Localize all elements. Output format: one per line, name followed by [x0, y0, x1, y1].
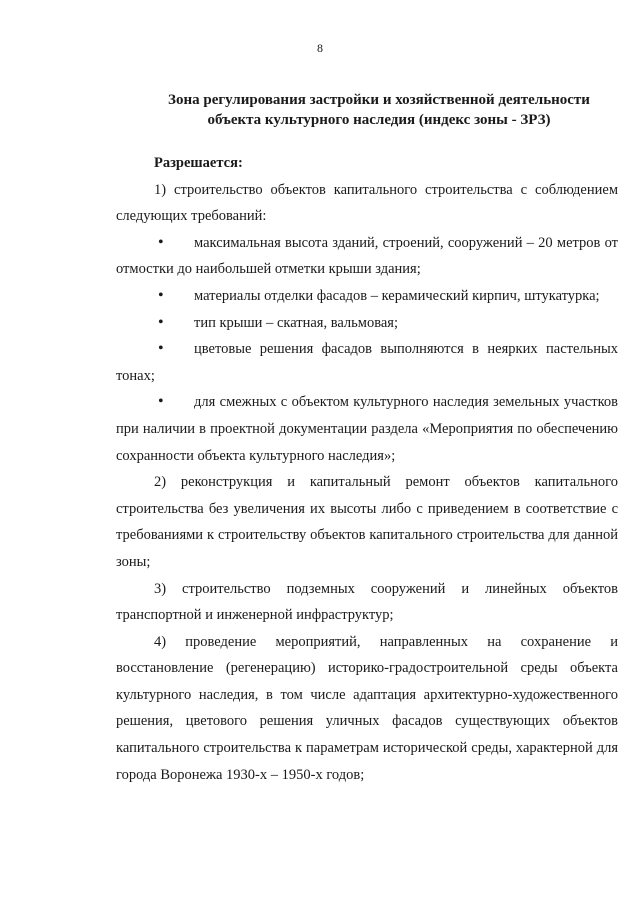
bullet-icon: • — [158, 340, 164, 358]
item-3: 3) строительство подземных сооружений и линейных объектов транспортной и инженерной инфраструктур; — [116, 580, 618, 624]
bullet-text: максимальная высота зданий, строений, сооружений – 20 метров от отмостки до наибольшей отметки крыши здания; — [116, 234, 618, 278]
bullet-text: материалы отделки фасадов – керамический кирпич, штукатурка; — [194, 287, 600, 304]
bullet-icon: • — [158, 233, 164, 251]
title-line-2: объекта культурного наследия (индекс зоны - ЗРЗ) — [207, 112, 551, 128]
bullet-item — [116, 389, 618, 469]
bullet-text: тип крыши – скатная, вальмовая; — [194, 314, 398, 331]
allowed-heading: Разрешается: — [154, 155, 243, 171]
bullet-icon: • — [158, 393, 164, 411]
bullet-text: цветовые решения фасадов выполняются в неярких пастельных тонах; — [116, 341, 618, 384]
bullet-item — [116, 310, 618, 337]
section-title — [150, 90, 608, 130]
item-1: 1) строительство объектов капитального строительства с соблюдением следующих требований: — [116, 181, 618, 225]
bullet-icon: • — [158, 286, 164, 304]
bullet-item — [116, 283, 618, 310]
bullet-text: для смежных с объектом культурного наследия земельных участков при наличии в проектной документации раздела «Мероприятия по обеспечению сохранности объекта культурного наследия»; — [116, 394, 618, 464]
document-body — [116, 150, 618, 788]
page-number: 8 — [317, 41, 323, 55]
bullet-item — [116, 336, 618, 389]
item-2: 2) реконструкция и капитальный ремонт объектов капитального строительства без увеличения их высоты либо с приведением в соответствие с требованиями к строительству объектов капитального строительства для данной зоны; — [116, 474, 618, 570]
bullet-item — [116, 230, 618, 283]
title-line-1: Зона регулирования застройки и хозяйственной деятельности — [168, 92, 590, 108]
item-4: 4) проведение мероприятий, направленных на сохранение и восстановление (регенерацию) историко-градостроительной среды объекта культурного наследия, в том числе адаптация архитектурно-художественного решения, цветового решения уличных фасадов существующих объектов капитального строительства к параметрам исторической среды, характерной для города Воронежа 1930-х – 1950-х годов; — [116, 633, 618, 783]
bullet-icon: • — [158, 313, 164, 331]
